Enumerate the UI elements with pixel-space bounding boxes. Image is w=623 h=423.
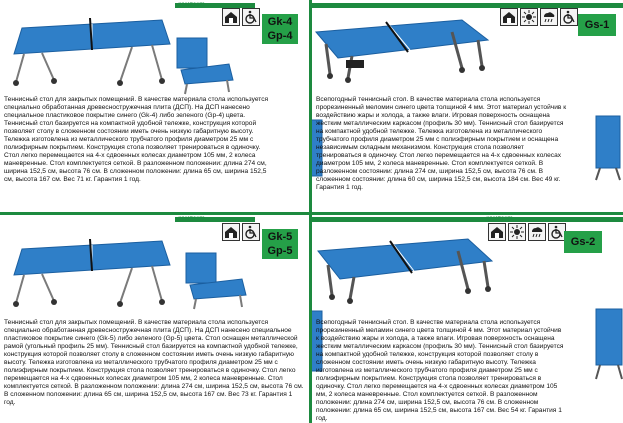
compact-tag: компакт	[178, 216, 205, 222]
feature-icons	[500, 8, 578, 26]
feature-icons	[222, 8, 260, 26]
indoor-house-icon	[222, 223, 240, 241]
table-open-illustration	[2, 229, 172, 313]
wheelchair-icon	[242, 8, 260, 26]
table-folded-illustration	[566, 112, 622, 184]
table-open-illustration	[2, 10, 172, 90]
feature-icons	[222, 223, 260, 241]
wheelchair-icon	[242, 223, 260, 241]
table-folded-illustration	[175, 36, 235, 96]
model-code-secondary: Gp-4	[267, 30, 293, 42]
wheelchair-icon	[560, 8, 578, 26]
model-code-primary: Gk-5	[267, 231, 293, 243]
table-folded-illustration	[184, 251, 254, 311]
product-card-gk5	[0, 215, 309, 423]
product-card-gs1	[312, 0, 623, 212]
model-code-primary: Gs-1	[584, 19, 610, 31]
model-badge	[564, 231, 602, 253]
product-description: Всепогодный теннисный стол. В качестве материала стола используется прорезиненный меломин синего цвета толщиной 4 мм. Этот материал устойчив к воздействию жары и холода, а также влаги. Игровая поверхность оснащена жестким металлическим каркасом (профиль 30 мм). Теннисный стол базируется на компактной удобной тележке. Тележка изготовлена из металлического трубчатого профиля диаметром 25 мм с полиэфирным покрытием и оснащена независимым складным механизмом. Конструкция стола позволяет тренироваться в одиночку. Стол легко перемещается на 4-х сдвоенных колесах диаметром 105 мм, 2 колеса маневренные. Стол комплектуется сеткой. В разложенном состоянии: длина 274 см, ширина 152,5 см, высота 76 см. В сложенном состоянии: длина 60 см, ширина 152,5 см, высота 184 см. Вес 49 кг. Гарантия 1 год.	[316, 96, 567, 191]
model-code-primary: Gs-2	[570, 236, 596, 248]
outdoor-sun-icon	[508, 223, 526, 241]
outdoor-sun-icon	[520, 8, 538, 26]
compact-tag: компакт	[486, 216, 513, 222]
table-open-illustration	[312, 10, 502, 90]
product-card-gs2	[312, 215, 623, 423]
product-description: Теннисный стол для закрытых помещений. В качестве материала стола используется специально обработанная древесностружечная плита (ДСП). На ДСП нанесено специальное пластиковое покрытие синего (Gk-4) либо зеленого (Gp-4) цвета. Теннисный стол базируется на компактной удобной тележке, конструкция которой позволяет столу в сложенном состоянии иметь очень низкую габаритную высоту. Тележка изготовлена из металлического трубчатого профиля диаметром 25 мм с полиэфирным покрытием. Конструкция стола позволяет тренироваться в одиночку. Стол легко перемещается на 4-х сдвоенных колесах диаметром 105 мм, 2 колеса маневренные. Стол комплектуется сеткой. В разложенном положении: длина 274 см, ширина 152,5 см, высота 76 см. В сложенном положении: длина 65 см, ширина 152,5 см, высота 167 см. Вес 71 кг. Гарантия 1 год.	[4, 96, 269, 183]
table-open-illustration	[312, 229, 502, 313]
table-folded-illustration	[570, 305, 623, 385]
indoor-house-icon	[222, 8, 240, 26]
compact-tag: компакт	[178, 2, 205, 8]
product-description: Всепогодный теннисный стол. В качестве материала стола используется прорезиненный меламин синего цвета толщиной 4 мм. Этот материал устойчив к воздействию жары и холода, а также влаги. Игровая поверхность оснащена жестким металлическим каркасом (профиль 30 мм). Теннисный стол базируется на компактной удобной тележке, конструкция которой позволяет столу в сложенном состоянии иметь очень низкую габаритную высоту. Тележка изготовлена из металлического трубчатого профиля диаметром 25 мм с полиэфирным покрытием. Конструкция стола позволяет тренироваться в одиночку. Стол легко перемещается на 4-х сдвоенных колесах диаметром 105 мм, 2 колеса маневренные. Стол комплектуется сеткой. В разложенном положении: длина 274 см, ширина 152,5 см, высота 76 см. В сложенном положении: длина 65 см, ширина 152,5 см, высота 167 см. Вес 54 кг. Гарантия 1 год.	[316, 319, 564, 422]
rain-icon	[528, 223, 546, 241]
indoor-house-icon	[500, 8, 518, 26]
model-code-secondary: Gp-5	[267, 245, 293, 257]
model-badge	[578, 14, 616, 36]
model-badge	[262, 229, 298, 259]
rain-icon	[540, 8, 558, 26]
model-badge	[262, 14, 298, 44]
product-card-gk4	[0, 0, 309, 212]
product-description: Теннисный стол для закрытых помещений. В качестве материала стола используется специально обработанная древесностружечная плита (ДСП). На ДСП нанесено специальное пластиковое покрытие синего (Gk-5) либо зеленого (Gp-5) цвета. Стол оснащен металлической рамой (угольный профиль 25 мм). Теннисный стол базируется на компактной удобной тележке, конструкция которой позволяет столу в сложенном состоянии иметь очень низкую габаритную высоту. Тележка изготовлена из металлического трубчатого профиля диаметром 25 мм с полиэфирным покрытием. Конструкция стола позволяет тренироваться в одиночку. Стол легко перемещается на 4-х сдвоенных колесах диаметром 105 мм, 2 колеса маневренные. Стол комплектуется сеткой. В разложенном положении: длина 274 см, ширина 152,5 см, высота 76 см. В сложенном положении: длина 65 см, ширина 152,5 см, высота 167 см. Вес 73 кг. Гарантия 1 год.	[4, 319, 304, 406]
header-stripe	[312, 217, 623, 222]
model-code-primary: Gk-4	[267, 16, 293, 28]
horizontal-divider	[0, 212, 623, 215]
